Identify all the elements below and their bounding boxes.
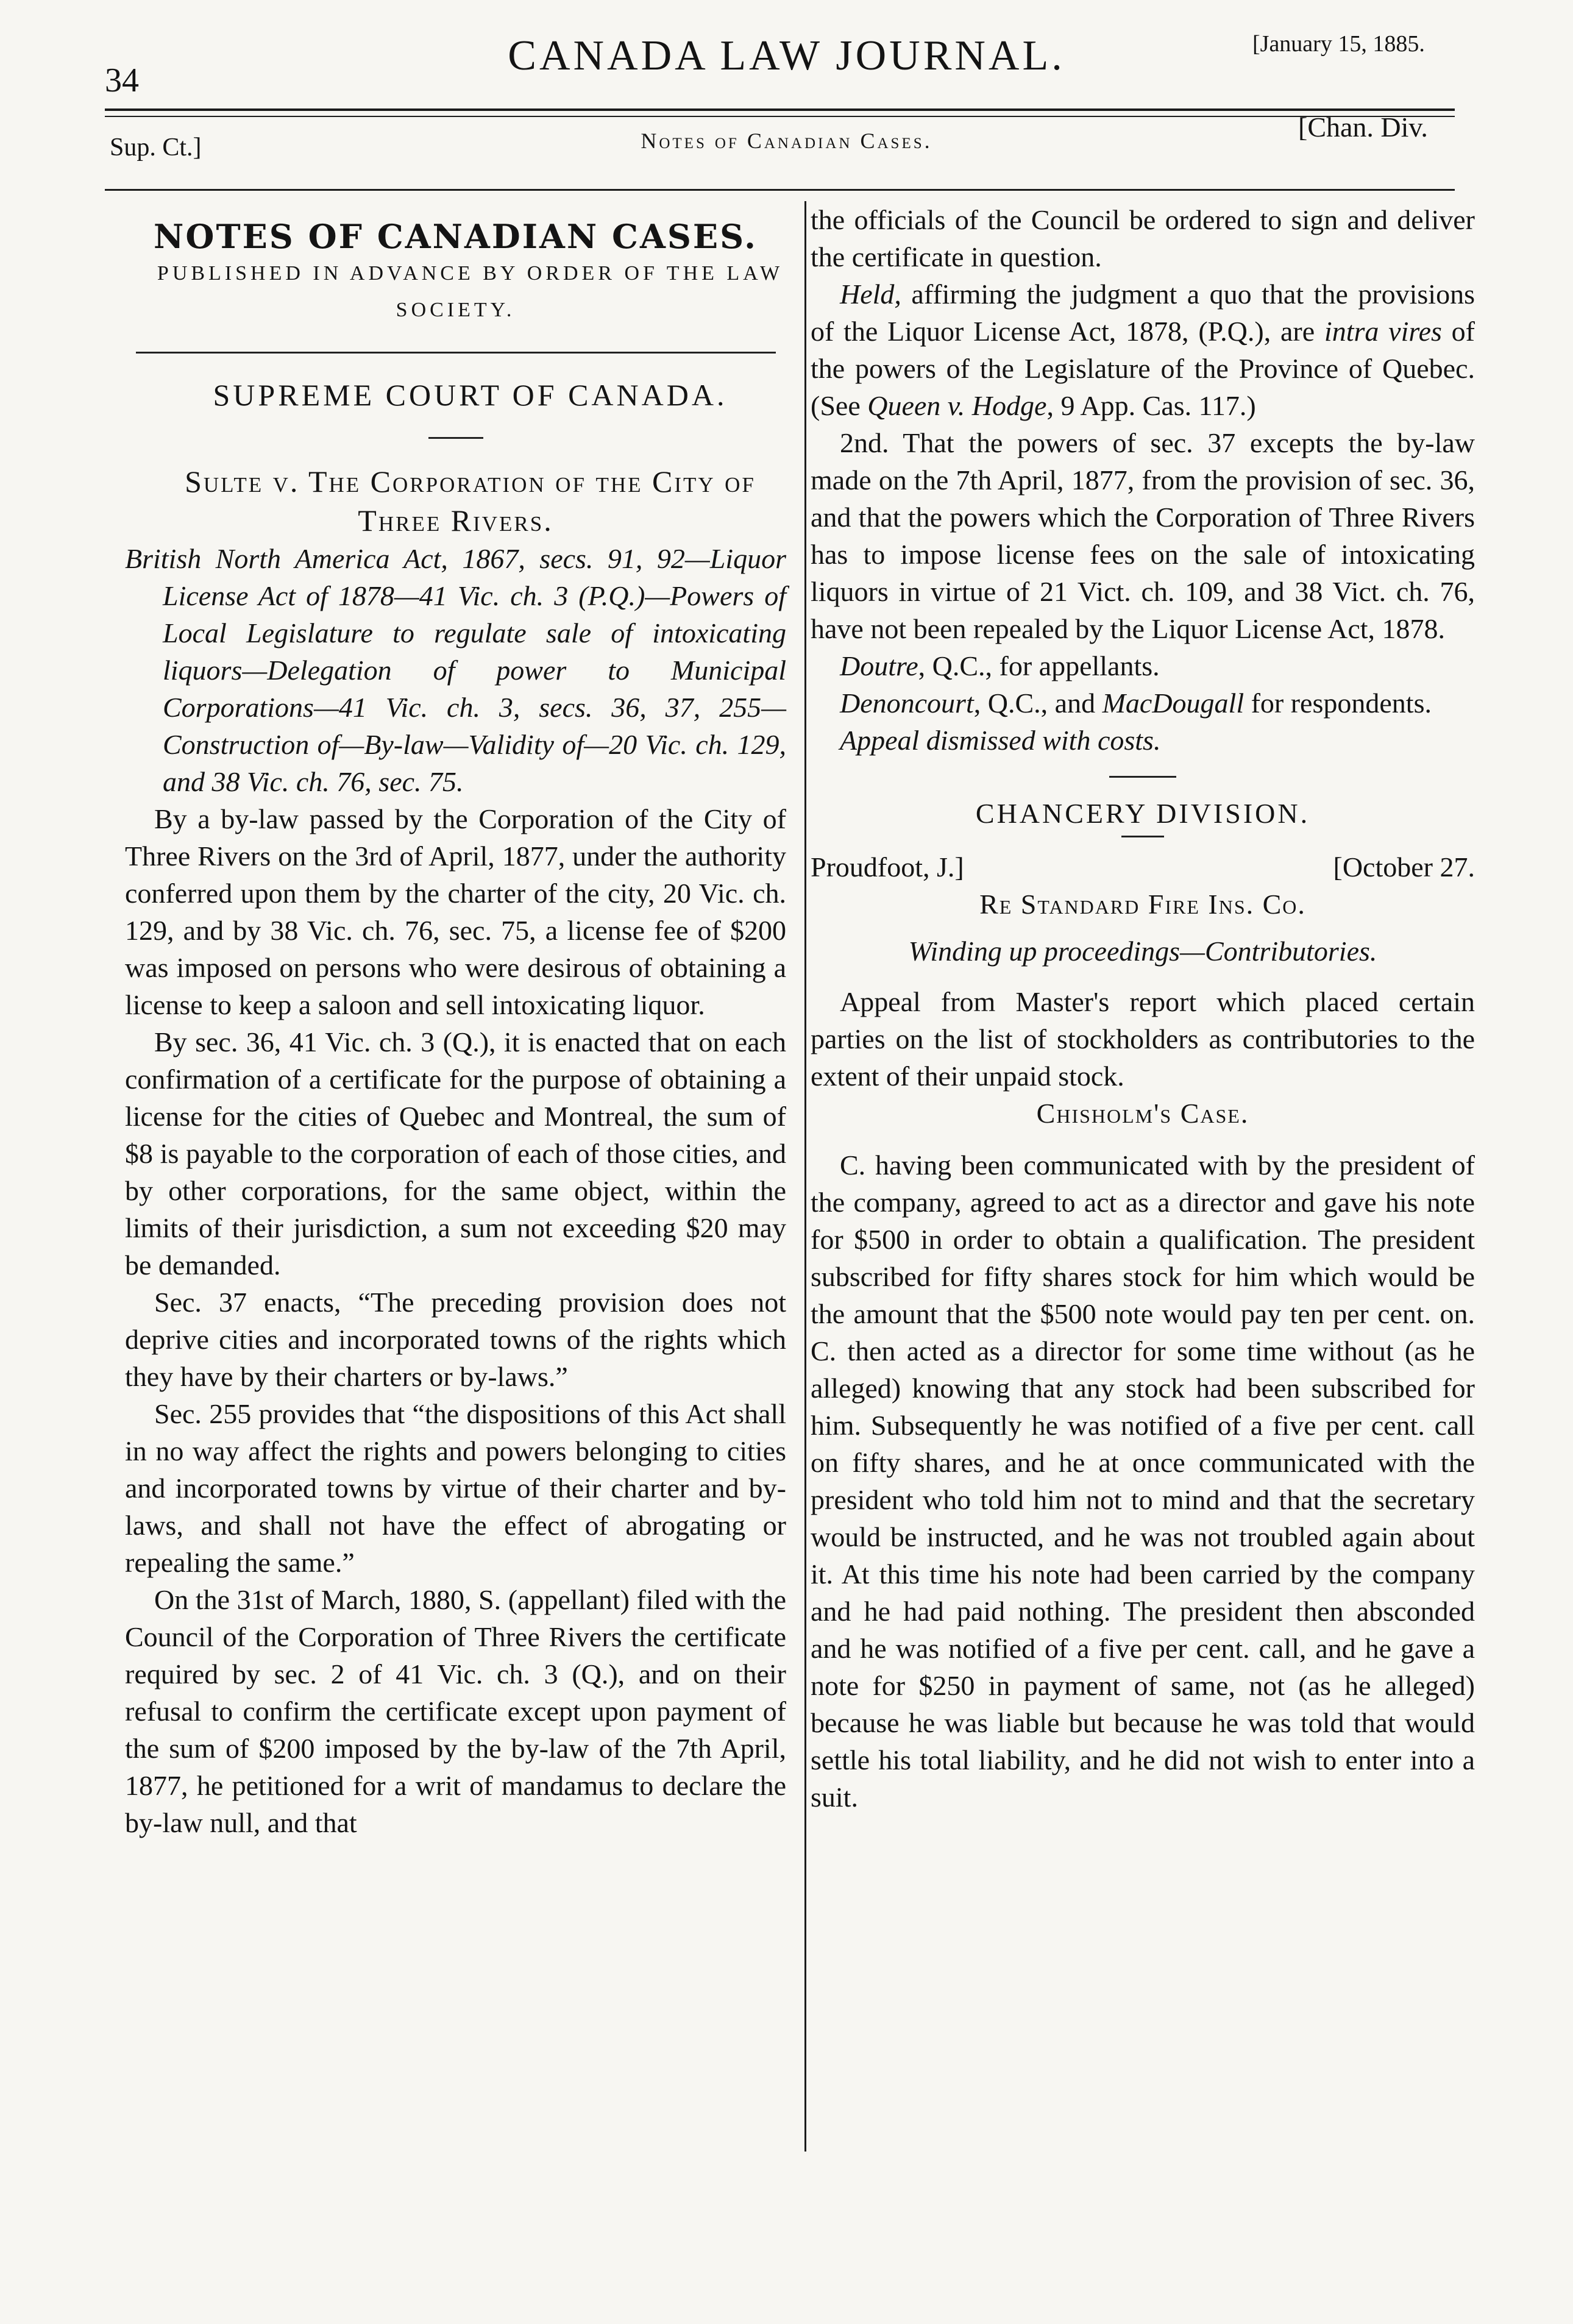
counsel-appellants <box>811 647 1475 684</box>
divider <box>136 352 776 354</box>
appeal-paragraph: Appeal from Master's report which placed certain parties on the list of stockholders as contributories to the extent of their unpaid stock. <box>811 986 1475 1092</box>
headnote: British North America Act, 1867, secs. 91, 92—Liquor License Act of 1878—41 Vic. ch. 3 (P.Q.)—Powers of Local Legislature to regulate sale of intoxicating liquors—Delegation of power to Municipal Corporations—41 Vic. ch. 3, secs. 36, 37, 255—Construction of—By-law—Validity of—20 Vic. ch. 129, and 38 Vic. ch. 76, sec. 75. <box>125 543 786 797</box>
counsel-text: , Q.C., and <box>973 688 1103 719</box>
chisholm-heading: Chisholm's Case. <box>1036 1098 1249 1129</box>
running-head-right: [Chan. Div. <box>1298 112 1428 143</box>
disposition: Appeal dismissed with costs. <box>840 725 1161 756</box>
court-heading: SUPREME COURT OF CANADA. <box>213 378 728 412</box>
counsel-name: Doutre <box>840 650 918 681</box>
judge-line <box>811 848 1475 886</box>
left-column <box>125 201 786 1841</box>
case-paragraph: C. having been communicated with by the president of the company, agreed to act as a director and gave his note for $500 in order to obtain a qualification. The president subscribed for fifty shares stock for him which would be the amount that the $500 note would pay ten per cent. on. C. then acted as a director for some time without (as he alleged) knowing that any stock had been subscribed for him. Subsequently he was notified of a five per cent. call on fifty shares, and he at once communicated with the president who told him not to mind and that the secretary would be instructed, and he was not troubled again about it. At this time his note had been carried by the company and he had paid nothing. The president then absconded and he was notified of a five per cent. call, and he gave a note for $250 in payment of same, not (as he alleged) because he was liable but because he was told that would settle his total liability, and he did not wish to enter into a suit. <box>811 1150 1475 1813</box>
second-holding: 2nd. That the powers of sec. 37 excepts the by-law made on the 7th April, 1877, from the provision of sec. 36, and that the powers which the Corporation of Three Rivers has to impose license fees on the sale of intoxicating liquors in virtue of 21 Vict. ch. 109, and 38 Vict. ch. 76, have not been repealed by the Liquor License Act, 1878. <box>811 427 1475 644</box>
paragraph: On the 31st of March, 1880, S. (appellant) filed with the Council of the Corporation of Three Rivers the certificate required by sec. 2 of 41 Vic. ch. 3 (Q.), and on their refusal to confirm the certificate except upon payment of the sum of $200 imposed by the by-law of the 7th April, 1877, he petitioned for a writ of mandamus to declare the by-law null, and that <box>125 1584 786 1838</box>
counsel-name: Denoncourt <box>840 688 974 719</box>
intra-vires: intra vires <box>1324 316 1442 347</box>
counsel-respondents <box>811 684 1475 722</box>
held-text: affirming the judgment a quo that the provisions of the Liquor License Act, 1878, (P.Q.), are <box>811 279 1475 347</box>
page-number: 34 <box>105 62 139 99</box>
paragraph: Sec. 255 provides that “the dispositions of this Act shall in no way affect the rights and powers belonging to cities and incorporated towns by virtue of their charter and by-laws, and shall not have the effect of abrogating or repealing the same.” <box>125 1398 786 1578</box>
paragraph-continued: the officials of the Council be ordered to sign and deliver the certificate in question. <box>811 204 1475 272</box>
counsel-text: , Q.C., for appellants. <box>918 650 1160 681</box>
journal-title: CANADA LAW JOURNAL. <box>508 32 1065 79</box>
held-text-2: of the powers of the Legislature of the Province of Quebec. (See <box>811 316 1475 421</box>
case-title: Sulte v. The Corporation of the City of Three Rivers. <box>185 464 756 538</box>
paragraph: By sec. 36, 41 Vic. ch. 3 (Q.), it is enacted that on each confirmation of a certificate for the purpose of obtaining a license for the cities of Quebec and Montreal, the sum of $8 is payable to the corporation of each of those cities, and by other corporations, for the same object, within the limits of their jurisdiction, a sum not exceeding $20 may be demanded. <box>125 1026 786 1281</box>
held-paragraph <box>811 275 1475 424</box>
header-rule-top <box>105 108 1455 111</box>
running-head-rule <box>105 189 1455 191</box>
re-case-title: Re Standard Fire Ins. Co. <box>979 889 1306 920</box>
divider <box>428 437 483 439</box>
header-rule-bottom <box>105 116 1455 117</box>
subject-line: Winding up proceedings—Contributories. <box>908 936 1377 967</box>
divider <box>1121 836 1164 837</box>
issue-date: [January 15, 1885. <box>1252 31 1425 57</box>
judgment-date: [October 27. <box>1333 851 1475 883</box>
paragraph: Sec. 37 enacts, “The preceding provision does not deprive cities and incorporated towns of the rights which they have by their charters or by-laws.” <box>125 1287 786 1392</box>
division-heading: CHANCERY DIVISION. <box>975 798 1310 829</box>
counsel-text: for respondents. <box>1244 688 1432 719</box>
held-text-3: , 9 App. Cas. 117.) <box>1046 390 1256 421</box>
divider <box>1109 776 1176 778</box>
case-citation: Queen v. Hodge <box>867 390 1047 421</box>
running-head-left: Sup. Ct.] <box>110 133 202 162</box>
published-notice: PUBLISHED IN ADVANCE BY ORDER OF THE LAW SOCIETY. <box>157 262 784 321</box>
section-title: NOTES OF CANADIAN CASES. <box>154 217 758 256</box>
right-column <box>811 201 1475 1816</box>
column-divider <box>804 201 806 2152</box>
paragraph: By a by-law passed by the Corporation of the City of Three Rivers on the 3rd of April, 1877, under the authority conferred upon them by the charter of the city, 20 Vic. ch. 129, and by 38 Vic. ch. 76, sec. 75, a license fee of $200 was imposed on persons who were desirous of obtaining a license to keep a saloon and sell intoxicating liquor. <box>125 803 786 1020</box>
held-label: Held, <box>840 279 901 310</box>
counsel-name: MacDougall <box>1102 688 1245 719</box>
judge: Proudfoot, J.] <box>811 851 964 883</box>
running-head-center: Notes of Canadian Cases. <box>641 129 932 153</box>
